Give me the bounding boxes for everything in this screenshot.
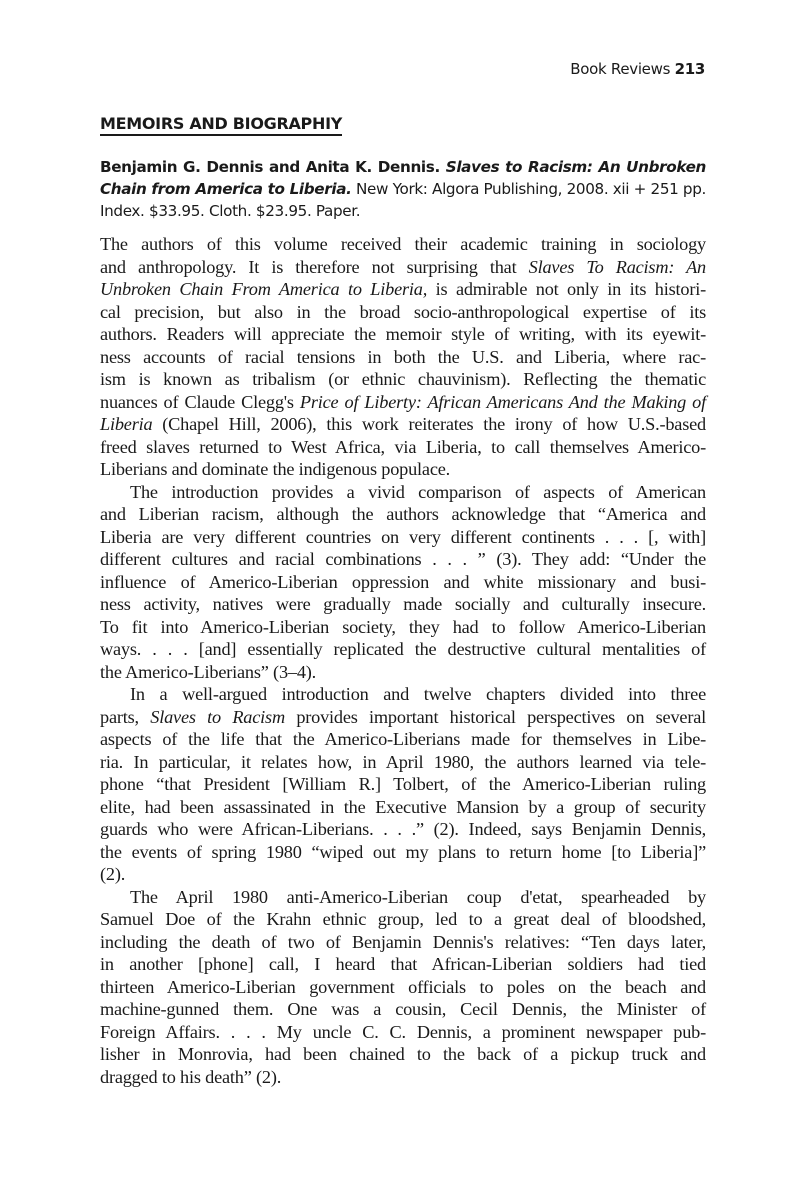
text-line bbox=[100, 481, 706, 504]
text-segment: Benjamin G. Dennis and Anita K. Dennis. bbox=[100, 158, 446, 176]
text-line bbox=[100, 751, 706, 774]
citation-line bbox=[100, 156, 706, 178]
text-segment: cal precision, but also in the broad socio-anthropological expertise of its bbox=[100, 301, 706, 322]
text-segment: phone “that President [William R.] Tolbert, of the Americo-Liberian ruling bbox=[100, 774, 706, 794]
text-segment: authors. Readers will appreciate the memoir style of writing, with its eyewit- bbox=[100, 324, 706, 344]
text-segment: ness activity, natives were gradually made socially and culturally insecure. bbox=[100, 594, 706, 614]
text-segment: (2). bbox=[100, 864, 126, 884]
text-line bbox=[100, 1021, 706, 1044]
text-segment: ism is known as tribalism (or ethnic chauvinism). Reflecting the thematic bbox=[100, 369, 706, 389]
text-segment: lisher in Monrovia, had been chained to the back of a pickup truck and bbox=[100, 1044, 706, 1064]
text-line bbox=[100, 773, 706, 796]
text-segment: in another [phone] call, I heard that African-Liberian soldiers had tied bbox=[100, 954, 706, 974]
text-line bbox=[100, 548, 706, 571]
text-segment: the Americo-Liberians” (3–4). bbox=[100, 661, 317, 682]
text-segment: Index. $33.95. Cloth. $23.95. Paper. bbox=[100, 202, 361, 220]
italic-title-text: Price of Liberty: African Americans And the Making of bbox=[299, 391, 707, 412]
text-segment: dragged to his death” (2). bbox=[100, 1066, 282, 1087]
text-line bbox=[100, 571, 706, 594]
text-segment: (Chapel Hill, 2006), this work reiterates the irony of how U.S.-based bbox=[152, 414, 706, 434]
text-segment: The introduction provides a vivid comparison of aspects of American bbox=[130, 481, 706, 502]
text-line bbox=[100, 458, 706, 481]
text-segment: Liberia are very different countries on very different continents . . . [, with] bbox=[100, 526, 706, 547]
text-segment: provides important historical perspectives on several bbox=[284, 706, 706, 727]
running-head-section: Book Reviews bbox=[570, 60, 671, 78]
text-line bbox=[100, 886, 706, 909]
text-segment: ria. In particular, it relates how, in April 1980, the authors learned via tele- bbox=[100, 751, 706, 772]
text-line bbox=[100, 413, 706, 436]
text-segment: The authors of this volume received their academic training in sociology bbox=[100, 234, 706, 254]
text-segment: the events of spring 1980 “wiped out my plans to return home [to Liberia]” bbox=[100, 841, 706, 862]
text-segment: machine-gunned them. One was a cousin, Cecil Dennis, the Minister of bbox=[100, 999, 706, 1019]
text-line bbox=[100, 436, 706, 459]
text-segment: nuances of Claude Clegg's bbox=[100, 391, 300, 412]
text-line bbox=[100, 301, 706, 324]
text-segment: parts, bbox=[100, 706, 151, 727]
paragraph bbox=[100, 683, 706, 886]
text-line bbox=[100, 908, 706, 931]
text-line bbox=[100, 998, 706, 1021]
text-segment: Foreign Affairs. . . . My uncle C. C. Dennis, a prominent newspaper pub- bbox=[100, 1021, 706, 1042]
text-segment: ways. . . . [and] essentially replicated the destructive cultural mentalities of bbox=[100, 639, 706, 659]
text-segment: including the death of two of Benjamin Dennis's relatives: “Ten days later, bbox=[100, 931, 706, 952]
text-line bbox=[100, 323, 706, 346]
citation-line bbox=[100, 178, 706, 200]
page-number: 213 bbox=[674, 60, 705, 78]
text-segment: elite, had been assassinated in the Executive Mansion by a group of security bbox=[100, 796, 706, 817]
text-line bbox=[100, 1043, 706, 1066]
text-line bbox=[100, 256, 706, 279]
text-segment: influence of Americo-Liberian oppression and white missionary and busi- bbox=[100, 571, 706, 592]
text-segment: Samuel Doe of the Krahn ethnic group, led to a great deal of bloodshed, bbox=[100, 909, 706, 929]
text-segment: Liberians and dominate the indigenous populace. bbox=[100, 459, 451, 479]
text-line bbox=[100, 526, 706, 549]
text-line bbox=[100, 953, 706, 976]
text-line bbox=[100, 818, 706, 841]
paragraph bbox=[100, 886, 706, 1089]
text-segment: guards who were African-Liberians. . . .” (2). Indeed, says Benjamin Dennis, bbox=[100, 819, 706, 839]
text-segment: and anthropology. It is therefore not surprising that bbox=[100, 256, 529, 277]
text-segment: aspects of the life that the Americo-Liberians made for themselves in Libe- bbox=[100, 729, 706, 749]
text-line bbox=[100, 616, 706, 639]
text-segment: freed slaves returned to West Africa, via Liberia, to call themselves Americo- bbox=[100, 436, 706, 457]
text-line bbox=[100, 391, 706, 414]
italic-title-text: Slaves To Racism: An bbox=[528, 256, 706, 277]
text-line bbox=[100, 1066, 706, 1089]
text-line bbox=[100, 683, 706, 706]
text-line bbox=[100, 638, 706, 661]
text-line bbox=[100, 661, 706, 684]
text-line bbox=[100, 841, 706, 864]
text-segment: thirteen Americo-Liberian government officials to poles on the beach and bbox=[100, 976, 706, 997]
text-line bbox=[100, 706, 706, 729]
italic-title-text: Liberia bbox=[100, 414, 153, 434]
paragraph bbox=[100, 481, 706, 684]
text-line bbox=[100, 796, 706, 819]
italic-title-text: Unbroken Chain From America to Liberia, bbox=[100, 279, 428, 299]
text-line bbox=[100, 593, 706, 616]
text-segment: To fit into Americo-Liberian society, they had to follow Americo-Liberian bbox=[100, 616, 706, 637]
text-line bbox=[100, 931, 706, 954]
text-segment: ness accounts of racial tensions in both the U.S. and Liberia, where rac- bbox=[100, 346, 706, 367]
text-line bbox=[100, 976, 706, 999]
italic-title-text: Chain from America to Liberia. bbox=[100, 180, 352, 198]
paragraph bbox=[100, 233, 706, 481]
text-line bbox=[100, 728, 706, 751]
text-segment: In a well-argued introduction and twelve chapters divided into three bbox=[130, 684, 706, 704]
text-segment: and Liberian racism, although the authors acknowledge that “America and bbox=[100, 504, 706, 524]
text-segment: The April 1980 anti-Americo-Liberian coup d'etat, spearheaded by bbox=[130, 886, 706, 907]
text-segment: is admirable not only in its histori- bbox=[427, 279, 706, 299]
italic-title-text: Slaves to Racism bbox=[150, 706, 285, 727]
running-head bbox=[570, 60, 705, 78]
citation-line bbox=[100, 200, 706, 222]
text-line bbox=[100, 863, 706, 886]
section-heading: MEMOIRS AND BIOGRAPHIY bbox=[100, 114, 342, 136]
text-line bbox=[100, 346, 706, 369]
review-body bbox=[100, 233, 706, 1088]
italic-title-text: Slaves to Racism: An Unbroken bbox=[445, 158, 706, 176]
text-line bbox=[100, 503, 706, 526]
text-line bbox=[100, 368, 706, 391]
text-line bbox=[100, 278, 706, 301]
book-citation bbox=[100, 156, 706, 222]
text-segment: different cultures and racial combinations . . . ” (3). They add: “Under the bbox=[100, 549, 706, 569]
text-line bbox=[100, 233, 706, 256]
text-segment: New York: Algora Publishing, 2008. xii + 251 pp. bbox=[351, 180, 706, 198]
